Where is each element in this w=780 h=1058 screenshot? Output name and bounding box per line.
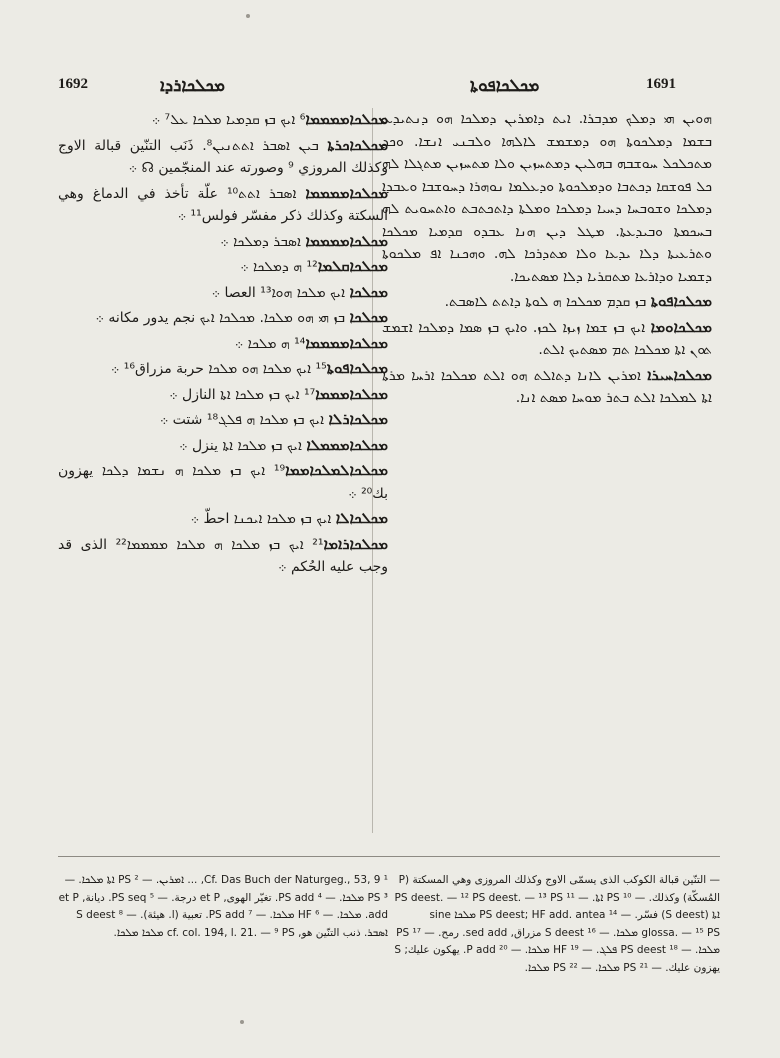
entry-headword: ܡܟܠܟܐܪܠܐ	[328, 410, 388, 428]
left-page-number: 1692	[58, 76, 88, 92]
entry-headword: ܡܟܠܟܐܩܠܡܐ	[317, 257, 388, 275]
entry-headword: ܡܟܠܟܐܘܡܐ	[650, 317, 712, 336]
lexicon-entry	[58, 383, 388, 407]
entry-gloss: ܐܝܟ ܒܙ ܡܠܟܐ ܐܝܟܢܐ احطّ ܀	[190, 511, 336, 527]
entry-headword: ܡܟܠܟܐܡܡܡܠܐ	[306, 435, 388, 454]
lexicon-entry	[58, 434, 388, 458]
lexicon-entry	[58, 332, 388, 356]
entry-headword: ܡܟܠܟܐܟܪܬܐ	[327, 135, 388, 154]
lexicon-entry	[58, 281, 388, 305]
entry-gloss: ܐܝܟ ܒܙ ܫܡܐ ܙܝܙܐ ܠܟܙ. ܘܐܝܟ ܒܙ ܣܡܐ ܕܡܠܟܐ ܐܫܡܫ ܬܘܢ ܐܬܐ ܡܟܠܟܐ ܬܡ ܡܣܬܝܟ ܐܠܬ.	[382, 319, 712, 358]
lexicon-entry	[58, 459, 388, 505]
entry-gloss: ܐܣܒܪ ܕܡܠܟܐ ܀	[220, 233, 306, 250]
footnote-text-left: ¹ Cf. Das Buch der Naturgeg., 53, 9, ... ܐܡܪܝܢ. — ² PS ܐܬܐ ܡܠܟܐ. — ³ PS ܡܠܟܐ. — ⁴ PS add. تغيّر الهوى, et P درجة. — ⁵ PS seq. ديانة, et P add. ܡܠܟܐ. — ⁶ HF ܡܠܟܐ. — ⁷ PS add. تعبية (l. هيئة). — ⁸ S deest ܐܣܒܪ. ذنب التنّين هو, cf. col. 194, l. 21. — ⁹ PS ܡܠܟܐ ܡܠܟܐ.	[58, 874, 388, 939]
entry-headword: ܡܟܠܟܐܦܘܬܐ	[326, 359, 388, 377]
lexicon-entry	[382, 364, 712, 410]
entry-headword: ܡܟܠܟܐܡܡܡܡܐ	[305, 333, 388, 352]
paper-speck	[240, 1020, 244, 1024]
right-running-title: ܡܟܠܟܐܦܘܬܐ	[470, 76, 540, 95]
left-running-title: ܡܟܠܟܐܪܕܐ	[160, 76, 226, 95]
entry-headword: ܡܟܠܟܐ	[349, 282, 388, 301]
entry-gloss: ܒܝܢ ܐܣܒܪ ܐܬܬܢܝܢ⁸. ذَنَب التنّين قبالة الاوج وكذلك المروزي ⁹ وصورته عند المنجّمين ☊ ܀	[58, 137, 388, 176]
lexicon-entry	[58, 182, 388, 228]
lexicon-entry	[58, 134, 388, 180]
entry-gloss: ¹⁹ ܐܝܟ ܒܙ ܡܠܟܐ ܗ ܢܫܡܐ ܕܠܟܐ يهزون بك²⁰ ܀	[58, 463, 388, 502]
entry-gloss: ¹⁵ ܐܝܟ ܡܠܟܐ ܗܘ ܡܠܟܐ حربة مزراق¹⁶ ܀	[110, 361, 327, 377]
right-text-column	[382, 108, 712, 833]
entry-gloss: ܐܣܒܪ ܐܬܬ¹⁰ علّة تأخذ في الدماغ وهي السكتة وكذلك ذكر مفسّر فولس¹¹ ܀	[58, 185, 388, 224]
lexicon-entry	[58, 408, 388, 432]
lexicon-entry	[58, 533, 388, 579]
left-text-column	[58, 108, 388, 833]
entry-gloss: ܒܙ ܩܕܡ ܡܟܠܟܐ ܗ ܠܘܬܐ ܕܐܬܬ ܠܐܣܒܬ.	[444, 294, 651, 310]
lexicon-entry	[58, 507, 388, 531]
entry-headword: ܡܟܠܟܐܡܡܡܐ	[315, 384, 388, 403]
entry-gloss: ܐܝܟ ܒܙ ܡܠܟܐ ܐܬܐ ينزل ܀	[179, 437, 307, 454]
lexicon-entry	[58, 108, 388, 132]
entry-gloss: ܐܝܟ ܡܠܟܐ ܗܘܐ¹³ العصا ܀	[211, 284, 350, 301]
entry-gloss: ܒܙ ܗܝ ܗܘ ܡܠܟܐ. ܡܟܠܟܐ ܐܝܟ نجم يدور مكانه ܀	[95, 310, 350, 326]
entry-headword: ܡܟܠܟܐܚܝܪܐ	[647, 365, 712, 384]
lexicon-entry	[382, 290, 712, 314]
lexicon-entry	[58, 230, 388, 254]
entry-gloss: ¹⁷ ܐܝܟ ܒܙ ܡܠܟܐ ܐܬܐ النازل ܀	[169, 386, 316, 403]
entry-gloss: ¹² ܗ ܕܡܠܟܐ ܀	[240, 259, 318, 275]
entry-headword: ܡܟܠܟܐܦܘܬܐ	[650, 292, 712, 310]
entry-headword: ܡܟܠܟܐܠܐ	[335, 509, 388, 527]
entry-headword: ܡܟܠܟܐܪܐܡܐ	[323, 534, 388, 553]
entry-gloss: ⁶ ܐܝܟ ܒܙ ܩܕܡܝܐ ܡܠܟܐ ܥܠ⁷ ܀	[151, 112, 306, 128]
entry-gloss: ܐܡܪܝܢ ܠܐܢܐ ܕܬܐܠܬ ܗܘ ܐܠܬ ܡܟܠܟܐ ܐܪܚܐ ܡܪܬܐ ܐܬܐ ܠܡܠܟܐ ܐܠܬ ܒܬܪ ܡܘܚܐ ܡܣܬ ܐܢܐ.	[382, 367, 712, 406]
paper-speck	[246, 14, 250, 18]
footnotes-right	[390, 872, 720, 1012]
entry-gloss: ܗܘܝܢ ܗܝ ܕܡܠܟ ܡܕܒܪܐ. ܐܝܬ ܕܐܡܪܝܢ ܕܡܠܟܐ ܗܘ ܕܢܬܝܕܥ ܒܫܡܐ ܕܡܠܟܘܬܐ ܗܘ ܕܡܫܡܫ ܠܐܠܗܐ ܘܠܒܢܝ ܐܢܫܐ. ܘܟܕ ܡܬܟܠܟܠ ܚܘܫܒܗ ܒܗܠܝܢ ܕܡܬܚܙܝܢ ܘܠܐ ܡܬܚܙܝܢ ܡܬܓܠܐ ܠܗ ܟܠ ܦܘܫܩܐ ܕܟܬܒܐ ܘܕܡܠܟܘܬܐ ܘܕܥܠܡܐ ܢܘܗܪܐ ܕܚܘܫܒܐ ܘܥܒܕܐ ܕܡܠܟܐ ܘܫܘܒܚܐ ܕܚܝܐ ܕܡܠܟܐ ܘܡܠܬܐ ܕܐܬܟܬܒܬ ܘܐܬܚܘܝܬ ܠܗ ܒܚܟܡܬܐ ܘܒܝܕܥܬܐ. ܡܛܠ ܕܝܢ ܗܢܐ ܥܒܕܘ ܩܕܡܝܐ ܡܟܠܟܐ ܘܬܪܥܝܬܐ ܕܠܐ ܝܕܥܐ ܘܠܐ ܡܬܕܪܟܐ ܠܗ. ܘܗܟܢܐ ܐܦ ܡܠܟܘܬܐ ܕܫܡܝܐ ܘܕܐܪܥܐ ܡܬܩܪܝܐ ܕܠܐ ܡܣܬܝܟܐ.	[382, 111, 712, 285]
entry-gloss: ²¹ ܐܝܟ ܒܙ ܡܠܟܐ ܗ ܡܠܟܐ ܡܡܡܡܐ²² الذى قد وجب عليه الحُكم ܀	[58, 536, 388, 575]
lexicon-entry	[382, 316, 712, 362]
lexicon-entry	[58, 357, 388, 381]
footnotes-left	[58, 872, 388, 1012]
entry-headword: ܡܟܠܟܐܡܡܡܡܐ	[305, 231, 388, 250]
entry-headword: ܡܟܠܟܐ	[349, 308, 388, 326]
entry-gloss: ¹⁴ ܗ ܡܠܟܐ ܀	[234, 335, 306, 352]
entry-headword: ܡܟܠܟܐܠܡܠܟܐܡܡܐ	[285, 461, 388, 479]
footnote-rule	[58, 856, 720, 857]
footnote-text-right: — التنّين قبالة الكوكب الذى يسمّى الاوج وكذلك المروزى وهي المسكتة (P المُسكّة) وكذلك. — ¹⁰ PS ܐܬܐ. — ¹¹ PS deest. — ¹² PS deest. — ¹³ PS ܐܬܐ (S deest) فسّر. — ¹⁴ PS deest; HF add. antea ܡܠܟܐ sine glossa. — ¹⁵ PS ܡܠܟܐ. — ¹⁶ S deest مزراق, sed add. رمح. — ¹⁷ PS ܡܠܟܐ. — ¹⁸ PS deest ܦܠܓ. — ¹⁹ HF ܡܠܟܐ. — ²⁰ P add. يهكون عليك; S يهزون عليك. — ²¹ PS ܡܠܟܐ. — ²² PS ܡܠܟܐ.	[394, 874, 720, 974]
lexicon-entry	[382, 108, 712, 288]
entry-headword: ܡܟܠܟܐܡܡܡܡܐ	[305, 183, 388, 202]
entry-gloss: ܐܝܟ ܒܙ ܡܠܟܐ ܗ ܦܠܓ¹⁸ شتت ܀	[159, 412, 329, 428]
entry-headword: ܡܟܠܟܐܡܡܡܡܐ	[305, 110, 388, 128]
right-page-number: 1691	[646, 76, 676, 92]
lexicon-entry	[58, 306, 388, 330]
lexicon-entry	[58, 255, 388, 279]
